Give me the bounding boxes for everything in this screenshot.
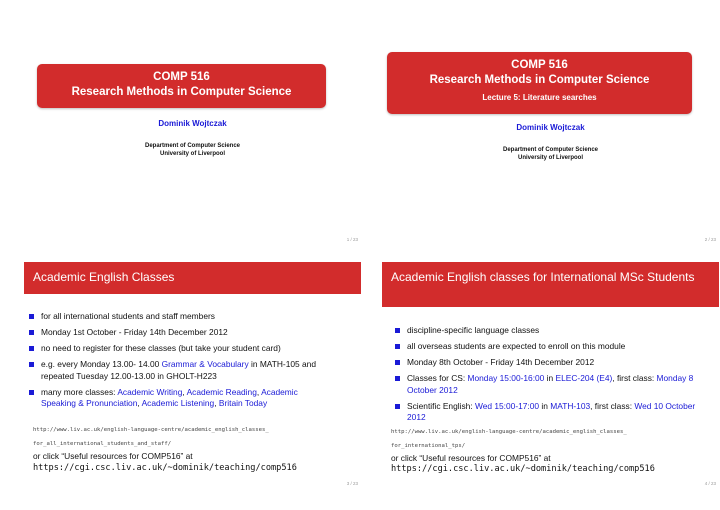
item-text: ,: [256, 386, 262, 397]
bullet-square-icon: [395, 404, 400, 409]
inline-link[interactable]: Wed 15:00-17:00: [474, 400, 540, 411]
slide-heading: Academic English classes for International MSc Students: [382, 262, 719, 307]
inline-link[interactable]: Wed 10 October 2012: [407, 400, 696, 422]
lecture-title: Lecture 5: Literature searches: [482, 93, 597, 102]
page-number: 1 / 23: [346, 237, 358, 242]
list-item: [395, 373, 700, 396]
item-text: many more classes:: [41, 386, 118, 397]
department: Department of Computer Science: [144, 143, 241, 149]
list-item: [29, 387, 334, 410]
slide-heading: Academic English Classes: [24, 262, 361, 294]
list-item: [395, 341, 700, 353]
bullet-list: [395, 325, 700, 428]
url-text[interactable]: [391, 425, 719, 453]
url-line-1[interactable]: http://www.liv.ac.uk/english-language-centre/academic_english_classes_: [33, 427, 269, 433]
course-link[interactable]: https://cgi.csc.liv.ac.uk/~dominik/teaching/comp516: [391, 464, 655, 474]
list-item: [29, 327, 334, 339]
slide-3-academic-english: [24, 262, 361, 498]
inline-link[interactable]: Britain Today: [218, 398, 268, 408]
bullet-list: [29, 311, 334, 414]
item-text: ,: [137, 398, 142, 408]
item-text: discipline-specific language classes: [407, 325, 540, 335]
course-link[interactable]: https://cgi.csc.liv.ac.uk/~dominik/teaching/comp516: [33, 463, 297, 473]
list-item: [395, 325, 700, 337]
bullet-square-icon: [395, 328, 400, 333]
item-text: in: [544, 373, 556, 383]
inline-link[interactable]: Monday 15:00-16:00: [467, 373, 545, 383]
url-text[interactable]: [33, 423, 361, 451]
title-box: [387, 52, 692, 114]
item-text: no need to register for these classes (but take your student card): [41, 343, 281, 353]
page-number: 2 / 23: [704, 237, 716, 242]
list-item: [29, 343, 334, 355]
url-line-2[interactable]: for_international_tps/: [391, 443, 466, 449]
course-name: Research Methods in Computer Science: [71, 86, 292, 98]
slide-4-international-msc: [382, 262, 719, 498]
list-item: [29, 311, 334, 323]
url-line-1[interactable]: http://www.liv.ac.uk/english-language-centre/academic_english_classes_: [391, 429, 627, 435]
course-name: Research Methods in Computer Science: [429, 74, 650, 86]
author-name: Dominik Wojtczak: [516, 123, 585, 132]
author-name: Dominik Wojtczak: [158, 119, 227, 128]
item-text: all overseas students are expected to enroll on this module: [407, 341, 626, 351]
inline-link[interactable]: ELEC-204 (E4): [555, 373, 613, 383]
click-instruction: or click “Useful resources for COMP516” at: [33, 451, 193, 461]
item-text: Monday 1st October - Friday 14th December 2012: [41, 327, 228, 337]
item-text: for all international students and staff members: [41, 311, 215, 321]
slide-2-title: [382, 18, 719, 254]
title-box: [37, 64, 326, 108]
inline-link[interactable]: Monday 8 October 2012: [407, 373, 694, 395]
item-text: Classes for CS:: [407, 373, 468, 383]
list-item: [395, 357, 700, 369]
page-number: 3 / 23: [346, 481, 358, 486]
item-text: ,: [214, 398, 219, 408]
bullet-square-icon: [29, 314, 34, 319]
affiliation: [382, 146, 719, 162]
department: Department of Computer Science: [502, 147, 599, 153]
item-text: , first class:: [612, 373, 657, 383]
list-item: [395, 401, 700, 424]
bullet-square-icon: [29, 362, 34, 367]
url-line-2[interactable]: for_all_international_students_and_staff/: [33, 441, 172, 447]
bullet-square-icon: [395, 344, 400, 349]
inline-link[interactable]: Academic Listening: [141, 398, 215, 408]
university: University of Liverpool: [517, 155, 583, 161]
course-code: COMP 516: [511, 59, 568, 71]
affiliation: [24, 142, 361, 158]
page-number: 4 / 23: [704, 481, 716, 486]
item-text: in: [539, 400, 551, 411]
item-text: Monday 8th October - Friday 14th December 2012: [407, 357, 595, 367]
inline-link[interactable]: Grammar & Vocabulary: [161, 359, 249, 369]
bullet-square-icon: [29, 330, 34, 335]
bullet-square-icon: [395, 360, 400, 365]
item-text: e.g. every Monday 13.00- 14.00: [41, 359, 162, 369]
item-text: , first class:: [590, 400, 635, 411]
slide-1-title: [24, 18, 361, 254]
inline-link[interactable]: Academic Speaking & Pronunciation: [41, 386, 298, 408]
item-text: ,: [182, 386, 187, 397]
bullet-square-icon: [29, 346, 34, 351]
click-instruction: or click “Useful resources for COMP516” at: [391, 453, 551, 463]
inline-link[interactable]: MATH-103: [550, 400, 591, 411]
item-text: in MATH-105 and repeated Tuesday 12.00-13.00 in GHOLT-H223: [41, 359, 316, 381]
inline-link[interactable]: Academic Reading: [186, 386, 257, 397]
item-text: Scientific English:: [407, 400, 475, 411]
bullet-square-icon: [395, 376, 400, 381]
university: University of Liverpool: [159, 151, 225, 157]
inline-link[interactable]: Academic Writing: [117, 386, 183, 397]
course-code: COMP 516: [153, 71, 210, 83]
bullet-square-icon: [29, 390, 34, 395]
list-item: [29, 359, 334, 382]
